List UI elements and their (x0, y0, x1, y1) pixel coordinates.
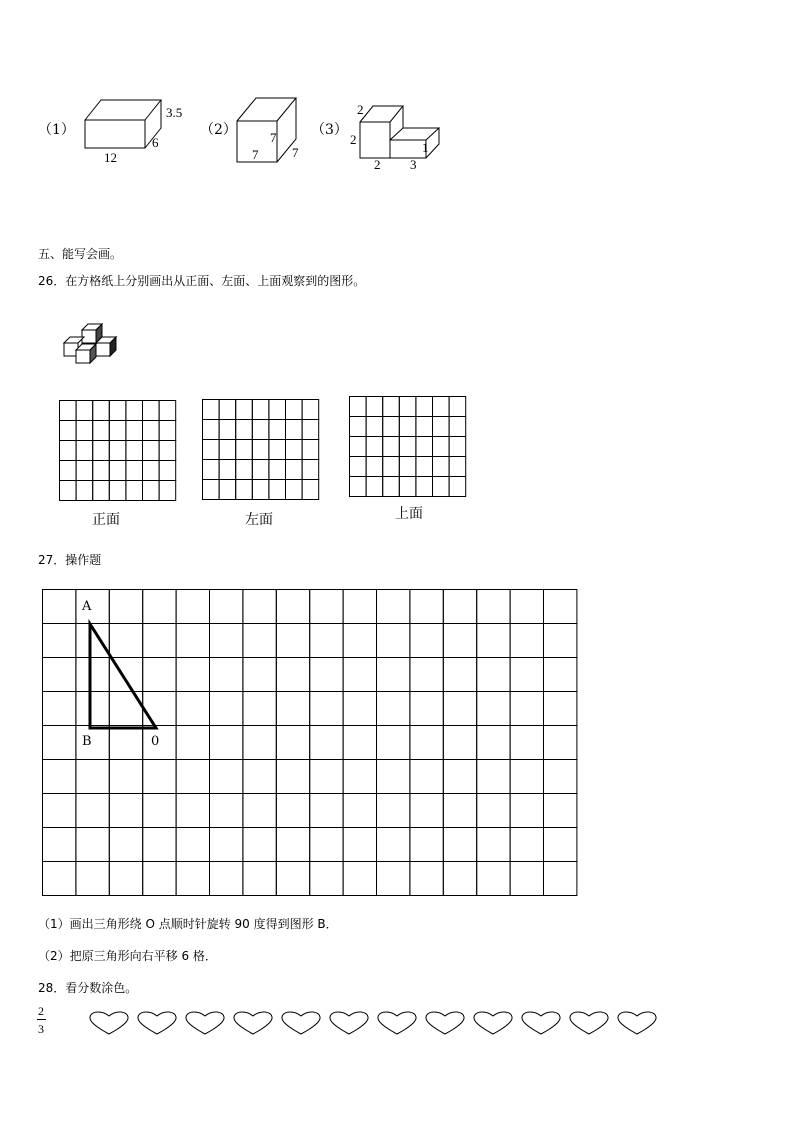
grid-cell[interactable] (416, 437, 433, 457)
cuboid-width: 6 (152, 135, 159, 150)
grid-cell[interactable] (219, 480, 236, 500)
grid-cell[interactable] (383, 457, 400, 477)
front-view-caption: 正面 (92, 512, 120, 528)
grid-cell[interactable] (93, 481, 110, 501)
grid-cell[interactable] (203, 400, 220, 420)
grid-cell[interactable] (203, 420, 220, 440)
grid-cell[interactable] (60, 461, 77, 481)
left-view-grid[interactable] (202, 399, 320, 501)
grid-cell[interactable] (60, 421, 77, 441)
grid-cell[interactable] (366, 477, 383, 497)
grid-cell[interactable] (159, 421, 176, 441)
grid-cell[interactable] (126, 441, 143, 461)
task-2: （2）把原三角形向右平移 6 格． (38, 949, 217, 963)
point-O-label: 0 (151, 734, 160, 749)
cube-figure (236, 97, 300, 165)
heart-shape[interactable] (138, 1012, 176, 1034)
grid-cell[interactable] (60, 441, 77, 461)
grid-cell[interactable] (76, 481, 93, 501)
heart-shape[interactable] (618, 1012, 656, 1034)
grid-cell[interactable] (159, 481, 176, 501)
grid-cell[interactable] (286, 480, 303, 500)
grid-cell[interactable] (236, 480, 253, 500)
grid-cell[interactable] (286, 400, 303, 420)
heart-shape[interactable] (474, 1012, 512, 1034)
grid-cell[interactable] (433, 397, 450, 417)
grid-cell[interactable] (93, 421, 110, 441)
grid-cell[interactable] (449, 417, 466, 437)
heart-shape[interactable] (282, 1012, 320, 1034)
hearts-row (88, 1010, 663, 1040)
grid-cell[interactable] (60, 401, 77, 421)
grid-cell[interactable] (302, 420, 319, 440)
grid-cell[interactable] (269, 400, 286, 420)
solid-1-label: （1） (38, 122, 75, 138)
grid-cell[interactable] (383, 417, 400, 437)
grid-cell[interactable] (366, 437, 383, 457)
cube-width: 7 (252, 147, 259, 162)
grid-cell[interactable] (433, 457, 450, 477)
grid-cell[interactable] (60, 481, 77, 501)
composite-left-height: 2 (350, 132, 357, 147)
triangle-ABO (42, 589, 578, 895)
grid-cell[interactable] (159, 401, 176, 421)
cube-height: 7 (270, 130, 277, 145)
grid-cell[interactable] (252, 460, 269, 480)
grid-cell[interactable] (399, 397, 416, 417)
grid-cell[interactable] (159, 461, 176, 481)
grid-cell[interactable] (399, 457, 416, 477)
composite-step-height: 1 (422, 140, 429, 155)
grid-cell[interactable] (252, 440, 269, 460)
point-B-label: B (82, 734, 92, 749)
grid-cell[interactable] (286, 420, 303, 440)
grid-cell[interactable] (416, 417, 433, 437)
grid-cell[interactable] (350, 397, 367, 417)
heart-shape[interactable] (234, 1012, 272, 1034)
front-view-grid[interactable] (59, 400, 177, 502)
heart-shape[interactable] (378, 1012, 416, 1034)
grid-cell[interactable] (449, 457, 466, 477)
grid-cell[interactable] (203, 460, 220, 480)
grid-cell[interactable] (203, 480, 220, 500)
grid-cell[interactable] (350, 457, 367, 477)
grid-cell[interactable] (269, 460, 286, 480)
grid-cell[interactable] (219, 420, 236, 440)
grid-cell[interactable] (93, 461, 110, 481)
grid-cell[interactable] (416, 397, 433, 417)
solid-2-label: （2） (200, 122, 237, 138)
grid-cell[interactable] (219, 440, 236, 460)
heart-shape[interactable] (570, 1012, 608, 1034)
grid-cell[interactable] (126, 401, 143, 421)
grid-cell[interactable] (286, 460, 303, 480)
cuboid-height: 3.5 (166, 105, 183, 120)
left-view-caption: 左面 (245, 512, 273, 528)
grid-cell[interactable] (159, 441, 176, 461)
grid-cell[interactable] (219, 460, 236, 480)
section-title: 五、能写会画。 (38, 247, 123, 261)
grid-cell[interactable] (366, 457, 383, 477)
grid-cell[interactable] (143, 421, 160, 441)
grid-cell[interactable] (143, 401, 160, 421)
grid-cell[interactable] (252, 420, 269, 440)
grid-cell[interactable] (143, 441, 160, 461)
question-27: 27．操作题 (38, 553, 102, 567)
point-A-label: A (82, 599, 92, 614)
grid-cell[interactable] (302, 480, 319, 500)
grid-cell[interactable] (203, 440, 220, 460)
top-view-caption: 上面 (395, 506, 423, 522)
grid-cell[interactable] (302, 440, 319, 460)
grid-cell[interactable] (399, 477, 416, 497)
grid-cell[interactable] (433, 477, 450, 497)
grid-cell[interactable] (350, 477, 367, 497)
grid-cell[interactable] (269, 440, 286, 460)
grid-cell[interactable] (109, 441, 126, 461)
grid-cell[interactable] (350, 417, 367, 437)
cuboid-figure (84, 98, 164, 164)
cuboid-length: 12 (104, 150, 117, 165)
grid-cell[interactable] (383, 477, 400, 497)
grid-cell[interactable] (126, 461, 143, 481)
grid-cell[interactable] (302, 460, 319, 480)
grid-cell[interactable] (366, 397, 383, 417)
grid-cell[interactable] (109, 421, 126, 441)
grid-cell[interactable] (109, 401, 126, 421)
question-28: 28．看分数涂色。 (38, 981, 138, 995)
fraction-numerator: 2 (38, 1004, 44, 1018)
grid-cell[interactable] (449, 397, 466, 417)
grid-cell[interactable] (399, 417, 416, 437)
grid-cell[interactable] (126, 481, 143, 501)
heart-shape[interactable] (186, 1012, 224, 1034)
grid-cell[interactable] (93, 441, 110, 461)
solid-3-label: （3） (311, 122, 348, 138)
grid-cell[interactable] (383, 437, 400, 457)
grid-cell[interactable] (366, 417, 383, 437)
heart-shape[interactable] (522, 1012, 560, 1034)
grid-cell[interactable] (302, 400, 319, 420)
grid-cell[interactable] (286, 440, 303, 460)
composite-top-height: 2 (357, 102, 364, 117)
grid-cell[interactable] (399, 437, 416, 457)
heart-shape[interactable] (90, 1012, 128, 1034)
grid-cell[interactable] (109, 461, 126, 481)
composite-left-width: 2 (374, 157, 381, 172)
grid-cell[interactable] (269, 420, 286, 440)
grid-cell[interactable] (76, 421, 93, 441)
grid-cell[interactable] (236, 460, 253, 480)
grid-cell[interactable] (219, 400, 236, 420)
grid-cell[interactable] (76, 461, 93, 481)
grid-cell[interactable] (236, 420, 253, 440)
grid-cell[interactable] (416, 457, 433, 477)
composite-right-width: 3 (410, 157, 417, 172)
fraction-bar (37, 1019, 46, 1020)
heart-shape[interactable] (426, 1012, 464, 1034)
grid-cell[interactable] (433, 417, 450, 437)
grid-cell[interactable] (76, 401, 93, 421)
grid-cell[interactable] (143, 481, 160, 501)
question-26: 26．在方格纸上分别画出从正面、左面、上面观察到的图形。 (38, 274, 366, 288)
grid-cell[interactable] (252, 480, 269, 500)
task-1: （1）画出三角形绕 O 点顺时针旋转 90 度得到图形 B． (38, 917, 338, 931)
cube-stack-figure (58, 316, 124, 372)
grid-cell[interactable] (449, 477, 466, 497)
heart-shape[interactable] (330, 1012, 368, 1034)
grid-cell[interactable] (350, 437, 367, 457)
grid-cell[interactable] (143, 461, 160, 481)
grid-cell[interactable] (383, 397, 400, 417)
grid-cell[interactable] (126, 421, 143, 441)
grid-cell[interactable] (236, 440, 253, 460)
grid-cell[interactable] (433, 437, 450, 457)
grid-cell[interactable] (252, 400, 269, 420)
grid-cell[interactable] (269, 480, 286, 500)
top-view-grid[interactable] (349, 396, 467, 498)
cube-depth: 7 (292, 145, 299, 160)
grid-cell[interactable] (76, 441, 93, 461)
grid-cell[interactable] (449, 437, 466, 457)
grid-cell[interactable] (109, 481, 126, 501)
composite-solid-figure (359, 104, 443, 160)
fraction-denominator: 3 (38, 1022, 44, 1036)
grid-cell[interactable] (236, 400, 253, 420)
grid-cell[interactable] (416, 477, 433, 497)
grid-cell[interactable] (93, 401, 110, 421)
